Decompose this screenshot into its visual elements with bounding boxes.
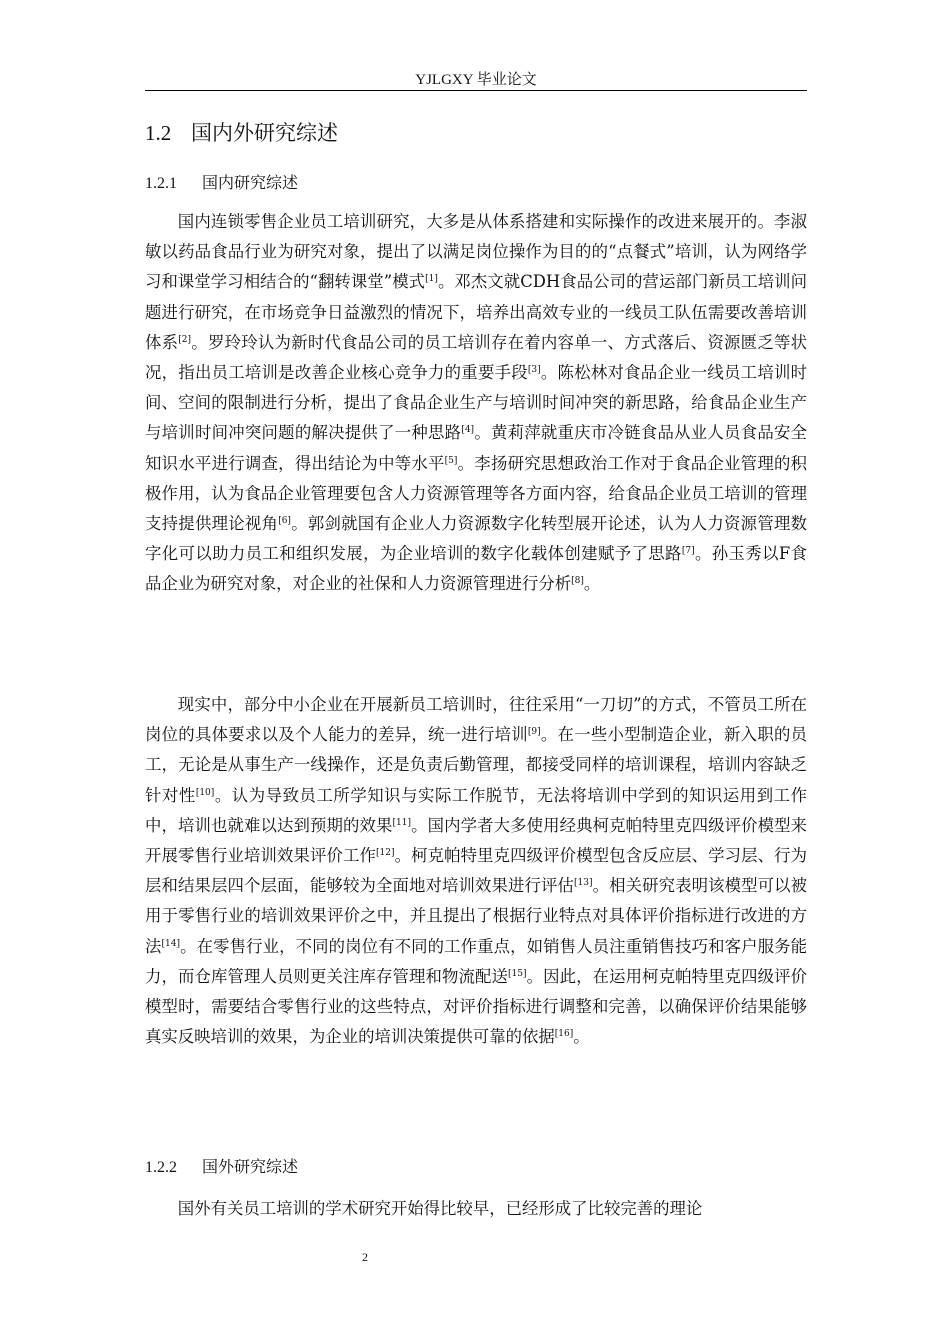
citation-marker: [13]: [574, 878, 593, 889]
text-run: 。相关研究表明该模型可以被用于零售行业的培训效果评价之中，并且提出了根据行业特点对具体评价指标进行改进的方法: [145, 876, 808, 956]
citation-marker: [4]: [461, 425, 475, 436]
text-run: 国内连锁零售企业员工培训研究，大多是从体系搭建和实际操作的改进来展开的。李淑敏以药品食品行业为研究对象，提出了以满足岗位操作为目的的“点餐式”培训，认为网络学习和课堂学习相结合的“翻转课堂”模式: [145, 212, 807, 292]
citation-marker: [14]: [161, 938, 180, 949]
subsection-title: 国内研究综述: [202, 173, 299, 192]
text-run: 。郭剑就国有企业人力资源数字化转型展开论述，认为人力资源管理数字化可以助力员工和组织发展，为企业培训的数字化载体创建赋予了思路: [145, 514, 808, 564]
body-paragraph: [145, 690, 807, 1052]
subsection-heading-domestic: [145, 170, 807, 196]
citation-marker: [11]: [392, 817, 411, 828]
text-run: 。黄莉萍就重庆市冷链食品从业人员食品安全知识水平进行调查，得出结论为中等水平: [145, 423, 808, 473]
citation-marker: [2]: [178, 334, 192, 345]
subsection-number: 1.2.1: [145, 175, 177, 192]
section-title: 国内外研究综述: [191, 121, 338, 145]
citation-marker: [12]: [376, 848, 395, 859]
citation-marker: [10]: [195, 787, 215, 798]
section-number: 1.2: [145, 121, 172, 145]
text-run: 。因此，在运用柯克帕特里克四级评价模型时，需要结合零售行业的这些特点，对评价指标进行调整和完善，以确保评价结果能够真实反映培训的效果，为企业的培训决策提供可靠的依据: [145, 966, 808, 1047]
body-paragraph: [145, 207, 807, 600]
text-run: 。国内学者大多使用经典柯克帕特里克四级评价模型来开展零售行业培训效果评价工作: [145, 815, 808, 866]
text-run: 。陈松林对食品企业一线员工培训时间、空间的限制进行分析，提出了食品企业生产与培训时间冲突的新思路，给食品企业生产与培训时间冲突问题的解决提供了一种思路: [145, 363, 807, 443]
text-run: 。在一些小型制造企业，新入职的员工，无论是从事生产一线操作，还是负责后勤管理，都接受同样的培训课程，培训内容缺乏针对性: [145, 725, 807, 805]
citation-marker: [15]: [508, 968, 527, 979]
text-run: 。邓杰文就CDH食品公司的营运部门新员工培训问题进行研究，在市场竞争日益激烈的情况下，培养出高效专业的一线员工队伍需要改善培训体系: [145, 272, 807, 352]
section-heading: [145, 118, 807, 148]
text-run: 。: [583, 574, 601, 594]
text-run: 。孙玉秀以F食品企业为研究对象，对企业的社保和人力资源管理进行分析: [145, 544, 808, 594]
citation-marker: [9]: [527, 727, 541, 738]
body-paragraph: [145, 1194, 807, 1224]
citation-marker: [16]: [554, 1029, 574, 1040]
citation-marker: [1]: [425, 274, 438, 285]
text-run: 。柯克帕特里克四级评价模型包含反应层、学习层、行为层和结果层四个层面，能够较为全面地对培训效果进行评估: [145, 846, 808, 896]
subsection-title: 国外研究综述: [202, 1157, 299, 1176]
subsection-number: 1.2.2: [145, 1159, 177, 1176]
text-run: 国外有关员工培训的学术研究开始得比较早，已经形成了比较完善的理论: [177, 1199, 703, 1218]
citation-marker: [6]: [278, 516, 291, 527]
running-header: YJLGXY 毕业论文: [415, 72, 537, 88]
text-run: 。李扬研究思想政治工作对于食品企业管理的积极作用，认为食品企业管理要包含人力资源管理等各方面内容，给食品企业员工培训的管理支持提供理论视角: [145, 453, 808, 534]
text-run: 。: [573, 1027, 590, 1047]
citation-marker: [7]: [681, 546, 695, 557]
citation-marker: [3]: [527, 365, 541, 376]
text-run: 现实中，部分中小企业在开展新员工培训时，往往采用“一刀切”的方式，不管员工所在岗位的具体要求以及个人能力的差异，统一进行培训: [145, 695, 807, 745]
text-run: 。在零售行业，不同的岗位有不同的工作重点，如销售人员注重销售技巧和客户服务能力，而仓库管理人员则更关注库存管理和物流配送: [145, 936, 808, 986]
text-run: 。认为导致员工所学知识与实际工作脱节，无法将培训中学到的知识运用到工作中，培训也就难以达到预期的效果: [145, 785, 808, 835]
text-run: 。罗玲玲认为新时代食品公司的员工培训存在着内容单一、方式落后、资源匮乏等状况，指出员工培训是改善企业核心竞争力的重要手段: [145, 332, 807, 383]
citation-marker: [8]: [571, 576, 584, 587]
citation-marker: [5]: [444, 455, 458, 466]
subsection-heading-foreign: [145, 1154, 807, 1180]
header-rule: [145, 90, 807, 91]
page-number: 2: [362, 1250, 368, 1264]
